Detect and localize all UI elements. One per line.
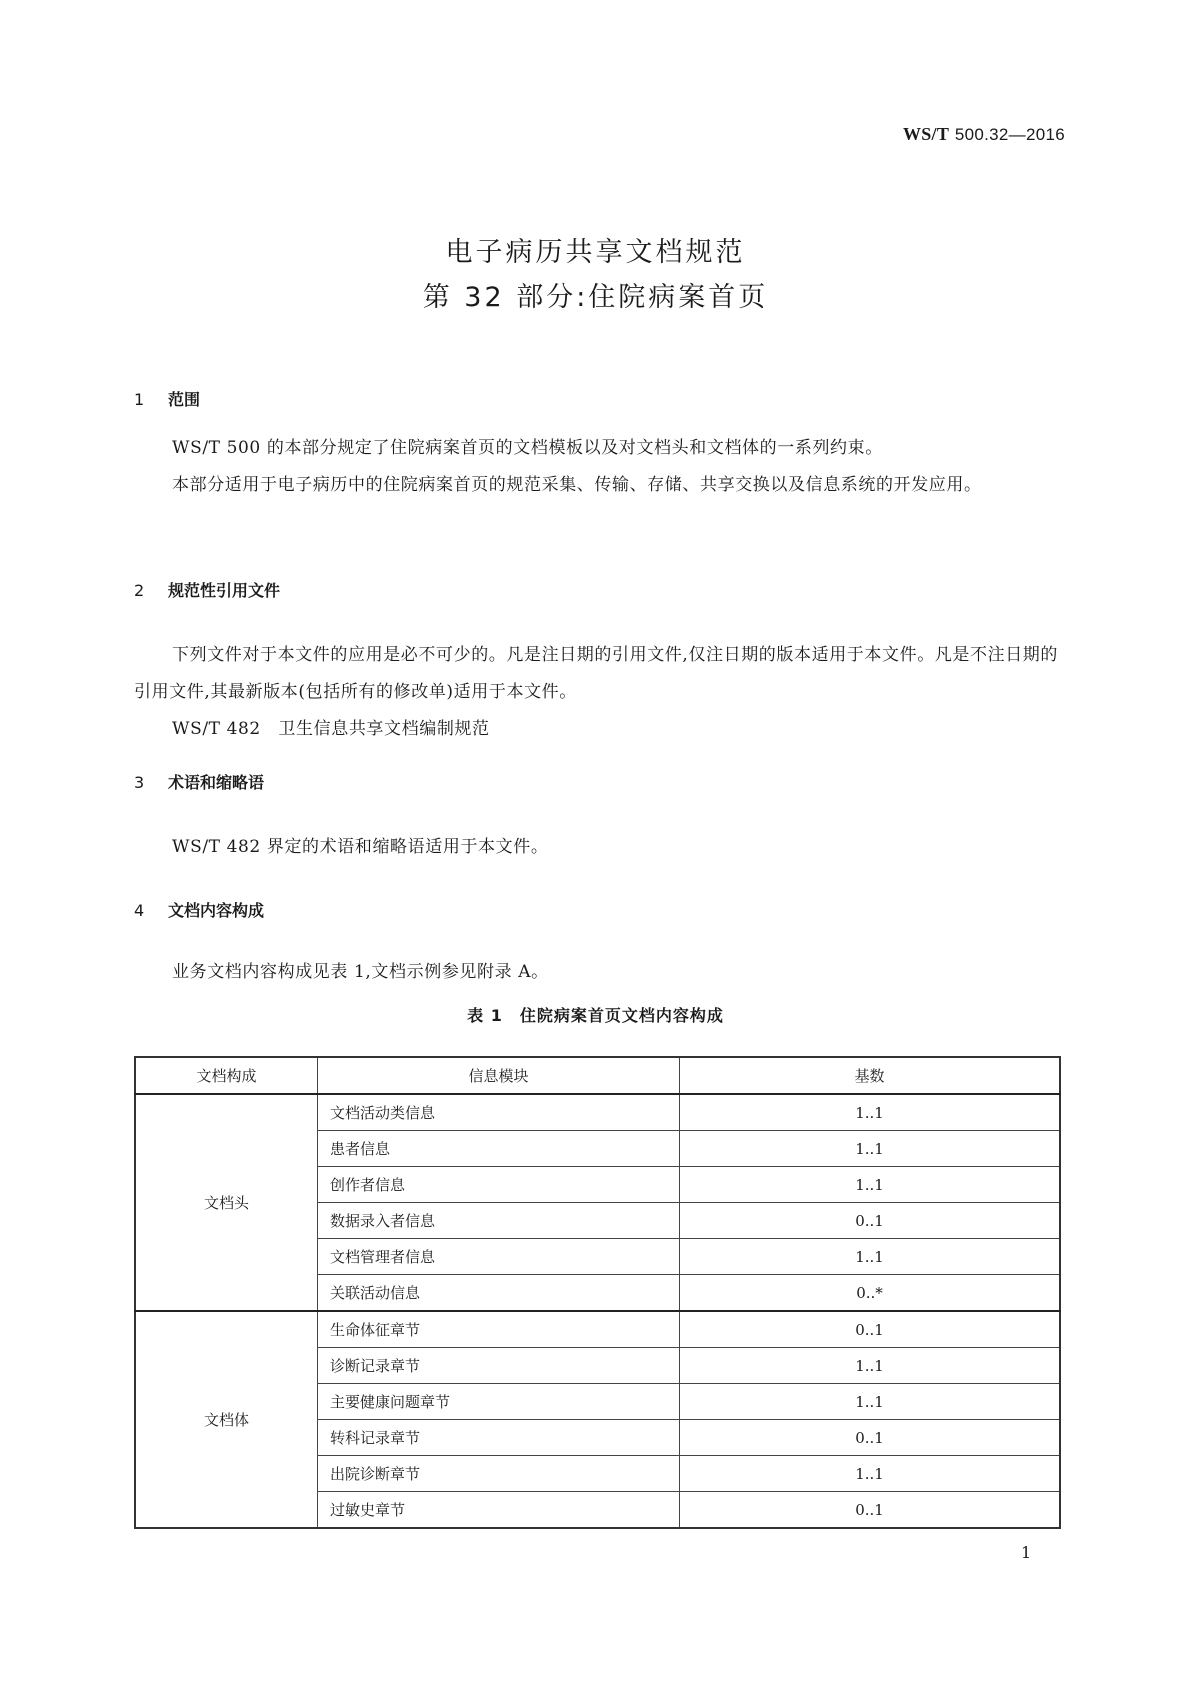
section-references-paragraph-1: 下列文件对于本文件的应用是必不可少的。凡是注日期的引用文件,仅注日期的版本适用于本文件。凡是不注日期的引用文件,其最新版本(包括所有的修改单)适用于本文件。 <box>134 645 1059 702</box>
module-cell: 患者信息 <box>318 1131 680 1167</box>
table-header-row <box>135 1057 1060 1094</box>
column-header: 文档构成 <box>135 1057 318 1094</box>
module-cell: 数据录入者信息 <box>318 1203 680 1239</box>
page-number: 1 <box>1021 1543 1032 1562</box>
standard-number: 500.32—2016 <box>954 125 1065 144</box>
module-cell: 主要健康问题章节 <box>318 1384 680 1420</box>
cardinality-cell: 0..1 <box>680 1311 1061 1348</box>
group-label: 文档体 <box>135 1311 318 1528</box>
section-scope-paragraph-1: WS/T 500 的本部分规定了住院病案首页的文档模板以及对文档头和文档体的一系列约束。 <box>172 438 883 458</box>
module-cell: 转科记录章节 <box>318 1420 680 1456</box>
table-row <box>135 1094 1060 1131</box>
standard-code <box>903 124 1065 145</box>
module-cell: 创作者信息 <box>318 1167 680 1203</box>
module-cell: 关联活动信息 <box>318 1275 680 1312</box>
column-header: 信息模块 <box>318 1057 680 1094</box>
column-header: 基数 <box>680 1057 1061 1094</box>
cardinality-cell: 1..1 <box>680 1239 1061 1275</box>
module-cell: 生命体征章节 <box>318 1311 680 1348</box>
section-content-paragraph: 业务文档内容构成见表 1,文档示例参见附录 A。 <box>172 962 549 982</box>
module-cell: 文档活动类信息 <box>318 1094 680 1131</box>
table-row <box>135 1311 1060 1348</box>
module-cell: 文档管理者信息 <box>318 1239 680 1275</box>
cardinality-cell: 0..1 <box>680 1203 1061 1239</box>
section-heading-content: 4 文档内容构成 <box>134 901 265 920</box>
cardinality-cell: 0..1 <box>680 1492 1061 1529</box>
section-heading-normative-references: 2 规范性引用文件 <box>134 581 281 600</box>
section-heading-scope: 1 范围 <box>134 390 201 409</box>
section-heading-terms: 3 术语和缩略语 <box>134 773 265 792</box>
table-caption: 表 1 住院病案首页文档内容构成 <box>467 1006 724 1025</box>
section-references-item: WS/T 482 卫生信息共享文档编制规范 <box>172 719 490 739</box>
cardinality-cell: 1..1 <box>680 1131 1061 1167</box>
standard-prefix: WS/T <box>902 124 950 144</box>
document-title: 电子病历共享文档规范 <box>445 237 746 268</box>
cardinality-cell: 1..1 <box>680 1094 1061 1131</box>
cardinality-cell: 1..1 <box>680 1167 1061 1203</box>
cardinality-cell: 1..1 <box>680 1456 1061 1492</box>
cardinality-cell: 1..1 <box>680 1384 1061 1420</box>
content-table <box>134 1056 1061 1529</box>
cardinality-cell: 1..1 <box>680 1348 1061 1384</box>
document-subtitle: 第 32 部分:住院病案首页 <box>422 282 769 313</box>
cardinality-cell: 0..1 <box>680 1420 1061 1456</box>
module-cell: 诊断记录章节 <box>318 1348 680 1384</box>
module-cell: 出院诊断章节 <box>318 1456 680 1492</box>
group-label: 文档头 <box>135 1094 318 1311</box>
cardinality-cell: 0..* <box>680 1275 1061 1312</box>
section-terms-paragraph: WS/T 482 界定的术语和缩略语适用于本文件。 <box>172 837 549 857</box>
module-cell: 过敏史章节 <box>318 1492 680 1529</box>
section-scope-paragraph-2: 本部分适用于电子病历中的住院病案首页的规范采集、传输、存储、共享交换以及信息系统的开发应用。 <box>172 475 982 495</box>
